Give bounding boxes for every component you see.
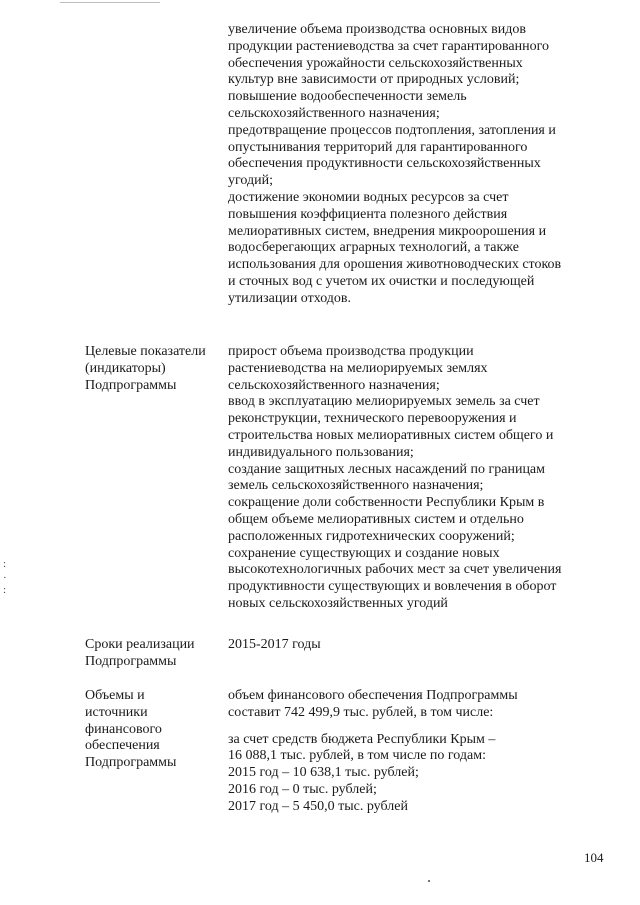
indicator-line: высокотехнологичных рабочих мест за счет увеличения: [228, 562, 562, 578]
goals-line: использования для орошения животноводческих стоков: [228, 257, 562, 273]
goals-line: культур вне зависимости от природных условий;: [228, 72, 520, 88]
funding-label-line: обеспечения: [85, 738, 160, 754]
funding-line: составит 742 499,9 тыс. рублей, в том числе:: [228, 704, 494, 720]
terms-label: [85, 637, 223, 671]
indicator-line: расположенных гидротехнических сооружений;: [228, 528, 515, 544]
indicator-line: сохранение существующих и создание новых: [228, 545, 500, 561]
goals-line: мелиоративных систем, внедрения микроорошения и: [228, 223, 547, 239]
terms-content: [228, 637, 603, 654]
margin-mark: :: [3, 584, 7, 596]
funding-line: объем финансового обеспечения Подпрограммы: [228, 688, 518, 703]
terms-label-line: Сроки реализации: [85, 637, 195, 652]
indicator-line: сельскохозяйственного назначения;: [228, 377, 440, 393]
indicators-label-line: Подпрограммы: [85, 377, 177, 393]
indicator-line: ввод в эксплуатацию мелиорируемых земель за счет: [228, 394, 540, 410]
goals-content: [228, 22, 603, 308]
indicator-line: земель сельскохозяйственного назначения;: [228, 478, 484, 494]
goals-line: повышения коэффициента полезного действия: [228, 206, 508, 222]
funding-line: 2017 год – 5 450,0 тыс. рублей: [228, 798, 408, 814]
margin-mark: ·: [3, 572, 7, 584]
goals-line: повышение водообеспеченности земель: [228, 89, 467, 105]
indicators-label-line: (индикаторы): [85, 360, 166, 376]
indicators-label-line: Целевые показатели: [85, 344, 206, 359]
indicator-line: строительства новых мелиоративных систем общего и: [228, 427, 554, 443]
top-rule: [60, 2, 160, 3]
funding-label-line: финансового: [85, 721, 162, 737]
goals-line: сельскохозяйственного назначения;: [228, 105, 440, 121]
indicators-label: [85, 344, 223, 394]
indicators-content: [228, 344, 603, 613]
terms-value: 2015-2017 годы: [228, 637, 321, 652]
scan-speck: [428, 880, 430, 882]
goals-line: достижение экономии водных ресурсов за счет: [228, 189, 509, 205]
goals-line: и сточных вод с учетом их очистки и последующей: [228, 273, 535, 289]
indicator-line: новых сельскохозяйственных угодий: [228, 595, 448, 611]
indicator-line: продуктивности существующих и вовлечения в оборот: [228, 579, 557, 595]
funding-label-line: Подпрограммы: [85, 755, 177, 771]
funding-line: 16 088,1 тыс. рублей, в том числе по годам:: [228, 748, 486, 764]
funding-line: 2015 год – 10 638,1 тыс. рублей;: [228, 765, 419, 781]
funding-content: [228, 688, 603, 816]
funding-label: [85, 688, 223, 772]
goals-line: обеспечения продуктивности сельскохозяйственных: [228, 156, 541, 172]
page-number: 104: [584, 850, 604, 865]
terms-label-line: Подпрограммы: [85, 653, 177, 669]
indicator-line: сокращение доли собственности Республики Крым в: [228, 495, 545, 511]
funding-line: за счет средств бюджета Республики Крым –: [228, 731, 496, 747]
goals-line: опустынивания территорий для гарантированного: [228, 139, 528, 155]
indicator-line: прирост объема производства продукции: [228, 344, 474, 359]
indicator-line: растениеводства на мелиорируемых землях: [228, 360, 488, 376]
goals-line: продукции растениеводства за счет гарантированного: [228, 38, 549, 54]
paragraph-gap: [228, 722, 603, 732]
funding-label-line: Объемы и: [85, 688, 145, 703]
goals-line: угодий;: [228, 173, 273, 189]
indicator-line: создание защитных лесных насаждений по границам: [228, 461, 546, 477]
funding-label-line: источники: [85, 704, 148, 720]
margin-mark: :: [3, 558, 7, 570]
goals-line: предотвращение процессов подтопления, затопления и: [228, 122, 556, 138]
goals-line: обеспечения урожайности сельскохозяйственных: [228, 55, 523, 71]
indicator-line: общем объеме мелиоративных систем и отдельно: [228, 511, 524, 527]
funding-line: 2016 год – 0 тыс. рублей;: [228, 781, 377, 797]
goals-line: увеличение объема производства основных видов: [228, 22, 526, 37]
indicator-line: реконструкции, технического перевооружения и: [228, 411, 517, 427]
indicator-line: индивидуального пользования;: [228, 444, 414, 460]
goals-line: водосберегающих аграрных технологий, а также: [228, 240, 519, 256]
goals-line: утилизации отходов.: [228, 290, 352, 306]
